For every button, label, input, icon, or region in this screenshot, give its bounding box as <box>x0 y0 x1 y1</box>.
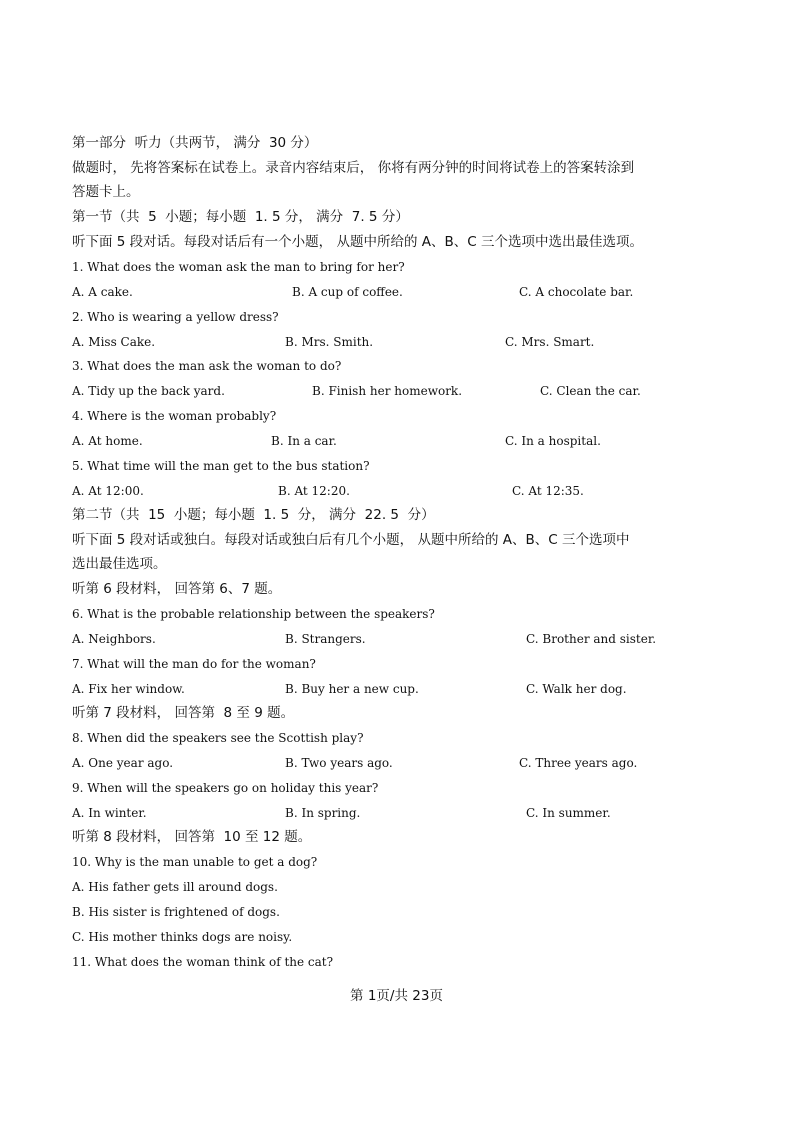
option-b: B. A cup of coffee. <box>292 285 403 299</box>
option-a: A. At 12:00. <box>72 484 144 498</box>
material-heading: 听第 7 段材料， 回答第 8 至 9 题。 <box>72 705 295 721</box>
option-b: B. His sister is frightened of dogs. <box>72 905 280 919</box>
option-a: A. Neighbors. <box>72 632 156 646</box>
option-c: C. Walk her dog. <box>526 682 627 696</box>
part-heading: 第一部分 听力（共两节， 满分 30 分） <box>72 135 318 151</box>
option-b: B. Buy her a new cup. <box>285 682 419 696</box>
question-text: 2. Who is wearing a yellow dress? <box>72 310 279 324</box>
question-text: 8. When did the speakers see the Scottish play? <box>72 731 364 745</box>
option-c: C. Clean the car. <box>540 384 641 398</box>
option-b: B. Finish her homework. <box>312 384 463 398</box>
option-a: A. Miss Cake. <box>72 335 156 349</box>
option-c: C. Three years ago. <box>519 756 638 770</box>
question-text: 7. What will the man do for the woman? <box>72 657 316 671</box>
option-a: A. Tidy up the back yard. <box>72 384 225 398</box>
question-text: 6. What is the probable relationship between the speakers? <box>72 607 435 621</box>
material-heading: 听第 8 段材料， 回答第 10 至 12 题。 <box>72 829 312 845</box>
option-b: B. At 12:20. <box>278 484 350 498</box>
option-b: B. Strangers. <box>285 632 366 646</box>
question-text: 5. What time will the man get to the bus station? <box>72 459 370 473</box>
option-b: B. In spring. <box>285 806 361 820</box>
option-b: B. Mrs. Smith. <box>285 335 374 349</box>
option-a: A. Fix her window. <box>72 682 185 696</box>
section1-heading: 第一节（共 5 小题；每小题 1. 5 分， 满分 7. 5 分） <box>72 209 409 225</box>
page-number: 第 1页/共 23页 <box>350 988 443 1004</box>
section1-instruction: 听下面 5 段对话。每段对话后有一个小题， 从题中所给的 A、B、C 三个选项中选出最佳选项。 <box>72 234 643 250</box>
option-c: C. Mrs. Smart. <box>505 335 595 349</box>
material-heading: 听第 6 段材料， 回答第 6、7 题。 <box>72 581 282 597</box>
section2-instruction-line1: 听下面 5 段对话或独白。每段对话或独白后有几个小题， 从题中所给的 A、B、C 三个选项中 <box>72 532 630 548</box>
option-a: A. One year ago. <box>72 756 174 770</box>
option-c: C. In summer. <box>526 806 611 820</box>
question-text: 10. Why is the man unable to get a dog? <box>72 855 318 869</box>
option-a: A. A cake. <box>72 285 133 299</box>
option-c: C. Brother and sister. <box>526 632 657 646</box>
option-c: C. His mother thinks dogs are noisy. <box>72 930 293 944</box>
option-b: B. Two years ago. <box>285 756 393 770</box>
question-text: 11. What does the woman think of the cat? <box>72 955 334 969</box>
option-a: A. In winter. <box>72 806 147 820</box>
section2-heading: 第二节（共 15 小题；每小题 1. 5 分， 满分 22. 5 分） <box>72 507 435 523</box>
option-c: C. In a hospital. <box>505 434 601 448</box>
option-b: B. In a car. <box>271 434 337 448</box>
option-c: C. At 12:35. <box>512 484 584 498</box>
question-text: 4. Where is the woman probably? <box>72 409 277 423</box>
part-instruction-line1: 做题时， 先将答案标在试卷上。录音内容结束后， 你将有两分钟的时间将试卷上的答案转涂到 <box>72 160 635 176</box>
question-text: 1. What does the woman ask the man to bring for her? <box>72 260 405 274</box>
question-text: 3. What does the man ask the woman to do? <box>72 359 342 373</box>
question-text: 9. When will the speakers go on holiday this year? <box>72 781 379 795</box>
option-a: A. At home. <box>72 434 143 448</box>
section2-instruction-line2: 选出最佳选项。 <box>72 556 167 572</box>
part-instruction-line2: 答题卡上。 <box>72 184 140 200</box>
option-c: C. A chocolate bar. <box>519 285 634 299</box>
option-a: A. His father gets ill around dogs. <box>72 880 278 894</box>
